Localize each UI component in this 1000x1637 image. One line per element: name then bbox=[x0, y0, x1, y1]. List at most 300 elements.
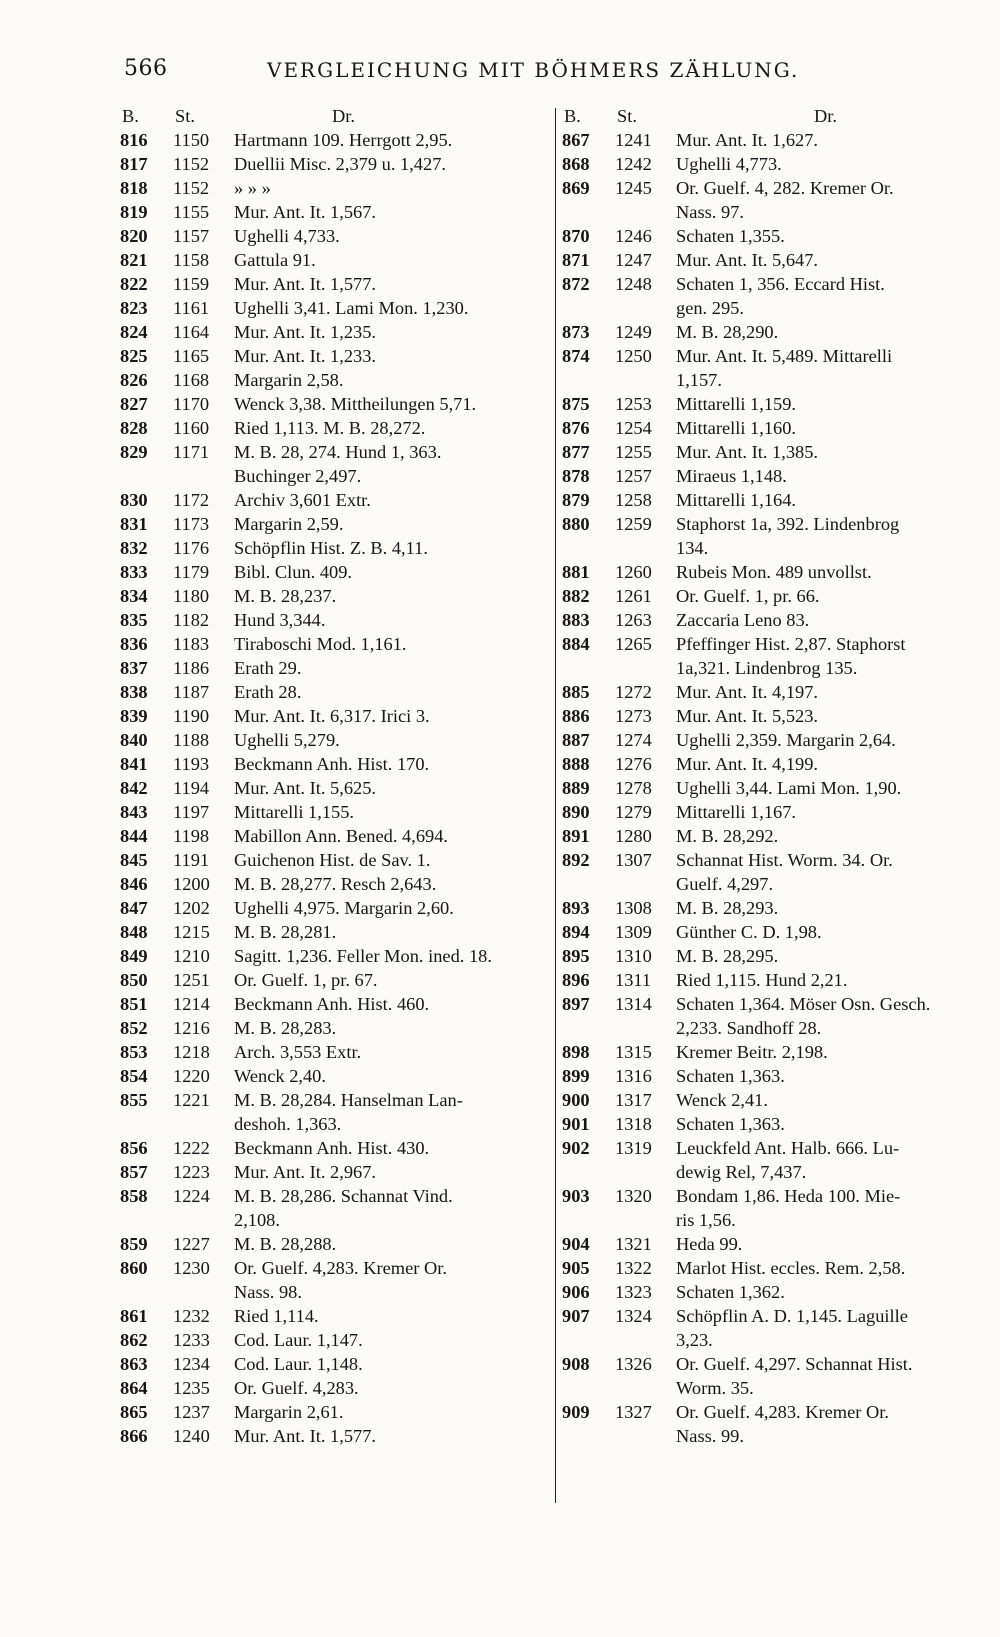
header-b: B. bbox=[564, 106, 581, 126]
table-row bbox=[562, 800, 992, 824]
print-reference: Hartmann 109. Herrgott 2,95. bbox=[234, 130, 453, 150]
table-row bbox=[562, 368, 992, 392]
table-row bbox=[562, 344, 992, 368]
print-reference: 1a,321. Lindenbrog 135. bbox=[676, 658, 858, 678]
print-reference: Marlot Hist. eccles. Rem. 2,58. bbox=[676, 1258, 906, 1278]
boehmer-number: 899 bbox=[562, 1066, 590, 1086]
table-row bbox=[562, 128, 992, 152]
boehmer-number bbox=[562, 1376, 615, 1400]
page-number: 566 bbox=[124, 56, 168, 81]
stumpf-number: 1180 bbox=[173, 586, 210, 606]
left-rows bbox=[120, 128, 555, 1448]
table-row bbox=[562, 1328, 992, 1352]
table-row bbox=[120, 896, 555, 920]
print-reference: Mur. Ant. It. 1,385. bbox=[676, 442, 819, 462]
boehmer-number: 834 bbox=[120, 586, 148, 606]
boehmer-number: 886 bbox=[562, 706, 590, 726]
boehmer-number: 883 bbox=[562, 610, 590, 630]
print-reference: ris 1,56. bbox=[676, 1210, 736, 1230]
stumpf-number: 1251 bbox=[173, 970, 210, 990]
table-row bbox=[120, 440, 555, 464]
stumpf-number: 1310 bbox=[615, 946, 652, 966]
table-row bbox=[120, 1064, 555, 1088]
table-row bbox=[120, 584, 555, 608]
boehmer-number: 896 bbox=[562, 970, 590, 990]
header-b: B. bbox=[122, 106, 139, 126]
boehmer-number: 878 bbox=[562, 466, 590, 486]
print-reference: M. B. 28,295. bbox=[676, 946, 779, 966]
print-reference: Mur. Ant. It. 4,197. bbox=[676, 682, 819, 702]
stumpf-number: 1274 bbox=[615, 730, 652, 750]
print-reference: Ughelli 3,44. Lami Mon. 1,90. bbox=[676, 778, 902, 798]
boehmer-number: 826 bbox=[120, 370, 148, 390]
stumpf-number: 1240 bbox=[173, 1426, 210, 1446]
table-row bbox=[120, 1016, 555, 1040]
boehmer-number: 842 bbox=[120, 778, 148, 798]
stumpf-number: 1158 bbox=[173, 250, 210, 270]
stumpf-number: 1170 bbox=[173, 394, 210, 414]
boehmer-number bbox=[120, 1208, 173, 1232]
boehmer-number bbox=[562, 1160, 615, 1184]
table-row bbox=[120, 248, 555, 272]
print-reference: Mur. Ant. It. 1,577. bbox=[234, 1426, 377, 1446]
stumpf-number: 1223 bbox=[173, 1162, 210, 1182]
print-reference: Schaten 1,363. bbox=[676, 1066, 785, 1086]
boehmer-number: 905 bbox=[562, 1258, 590, 1278]
table-row bbox=[120, 1328, 555, 1352]
table-row bbox=[562, 1304, 992, 1328]
print-reference: Ughelli 2,359. Margarin 2,64. bbox=[676, 730, 896, 750]
print-reference: Or. Guelf. 4,283. bbox=[234, 1378, 359, 1398]
print-reference: deshoh. 1,363. bbox=[234, 1114, 342, 1134]
boehmer-number: 840 bbox=[120, 730, 148, 750]
stumpf-number: 1311 bbox=[615, 970, 652, 990]
print-reference: Erath 28. bbox=[234, 682, 302, 702]
boehmer-number: 881 bbox=[562, 562, 590, 582]
table-row bbox=[562, 608, 992, 632]
stumpf-number: 1318 bbox=[615, 1114, 652, 1134]
table-row bbox=[120, 128, 555, 152]
print-reference: Schaten 1,363. bbox=[676, 1114, 785, 1134]
boehmer-number: 874 bbox=[562, 346, 590, 366]
stumpf-number: 1327 bbox=[615, 1402, 652, 1422]
table-row bbox=[562, 1016, 992, 1040]
print-reference: Or. Guelf. 1, pr. 67. bbox=[234, 970, 378, 990]
boehmer-number: 875 bbox=[562, 394, 590, 414]
stumpf-number bbox=[173, 1280, 234, 1304]
boehmer-number: 822 bbox=[120, 274, 148, 294]
table-row bbox=[120, 1160, 555, 1184]
table-row bbox=[120, 560, 555, 584]
table-row bbox=[562, 872, 992, 896]
stumpf-number: 1193 bbox=[173, 754, 210, 774]
boehmer-number: 903 bbox=[562, 1186, 590, 1206]
table-row bbox=[120, 776, 555, 800]
print-reference: Ried 1,114. bbox=[234, 1306, 319, 1326]
table-row bbox=[562, 176, 992, 200]
stumpf-number: 1152 bbox=[173, 154, 210, 174]
table-row bbox=[562, 440, 992, 464]
print-reference: Cod. Laur. 1,148. bbox=[234, 1354, 363, 1374]
boehmer-number: 894 bbox=[562, 922, 590, 942]
boehmer-number: 844 bbox=[120, 826, 148, 846]
print-reference: Mittarelli 1,160. bbox=[676, 418, 797, 438]
table-row bbox=[562, 1232, 992, 1256]
table-row bbox=[562, 848, 992, 872]
table-row bbox=[120, 1280, 555, 1304]
boehmer-number: 900 bbox=[562, 1090, 590, 1110]
boehmer-number bbox=[120, 464, 173, 488]
header-dr: Dr. bbox=[332, 106, 355, 126]
boehmer-number: 837 bbox=[120, 658, 148, 678]
table-row bbox=[562, 1256, 992, 1280]
stumpf-number bbox=[173, 1208, 234, 1232]
left-column bbox=[120, 104, 555, 1448]
boehmer-number: 859 bbox=[120, 1234, 148, 1254]
stumpf-number: 1155 bbox=[173, 202, 210, 222]
print-reference: Mittarelli 1,167. bbox=[676, 802, 797, 822]
table-row bbox=[120, 1088, 555, 1112]
table-row bbox=[562, 512, 992, 536]
boehmer-number: 820 bbox=[120, 226, 148, 246]
stumpf-number: 1190 bbox=[173, 706, 210, 726]
print-reference: dewig Rel, 7,437. bbox=[676, 1162, 807, 1182]
boehmer-number: 828 bbox=[120, 418, 148, 438]
boehmer-number: 870 bbox=[562, 226, 590, 246]
stumpf-number bbox=[173, 464, 234, 488]
boehmer-number: 832 bbox=[120, 538, 148, 558]
table-row bbox=[562, 824, 992, 848]
table-row bbox=[120, 272, 555, 296]
print-reference: Margarin 2,58. bbox=[234, 370, 344, 390]
boehmer-number bbox=[562, 368, 615, 392]
table-row bbox=[120, 944, 555, 968]
stumpf-number: 1323 bbox=[615, 1282, 652, 1302]
table-row bbox=[562, 392, 992, 416]
table-row bbox=[562, 1352, 992, 1376]
stumpf-number: 1245 bbox=[615, 178, 652, 198]
table-row bbox=[562, 968, 992, 992]
table-row bbox=[120, 1136, 555, 1160]
table-row bbox=[562, 1184, 992, 1208]
print-reference: Pfeffinger Hist. 2,87. Staphorst bbox=[676, 634, 906, 654]
stumpf-number: 1232 bbox=[173, 1306, 210, 1326]
print-reference: 134. bbox=[676, 538, 709, 558]
print-reference: Mur. Ant. It. 5,625. bbox=[234, 778, 377, 798]
boehmer-number: 841 bbox=[120, 754, 148, 774]
boehmer-number: 880 bbox=[562, 514, 590, 534]
boehmer-number bbox=[562, 200, 615, 224]
column-header bbox=[562, 104, 992, 128]
stumpf-number: 1161 bbox=[173, 298, 210, 318]
stumpf-number: 1307 bbox=[615, 850, 652, 870]
boehmer-number: 907 bbox=[562, 1306, 590, 1326]
print-reference: Or. Guelf. 4,297. Schannat Hist. bbox=[676, 1354, 913, 1374]
table-row bbox=[120, 992, 555, 1016]
table-row bbox=[562, 272, 992, 296]
header-dr: Dr. bbox=[814, 106, 837, 126]
table-row bbox=[120, 1256, 555, 1280]
table-row bbox=[562, 200, 992, 224]
boehmer-number bbox=[562, 1328, 615, 1352]
stumpf-number bbox=[615, 1016, 676, 1040]
print-reference: Schaten 1,355. bbox=[676, 226, 785, 246]
boehmer-number: 823 bbox=[120, 298, 148, 318]
stumpf-number: 1191 bbox=[173, 850, 210, 870]
table-row bbox=[562, 1424, 992, 1448]
print-reference: Or. Guelf. 4, 282. Kremer Or. bbox=[676, 178, 894, 198]
column-divider bbox=[555, 108, 556, 1503]
boehmer-number: 864 bbox=[120, 1378, 148, 1398]
print-reference: Zaccaria Leno 83. bbox=[676, 610, 810, 630]
boehmer-number: 871 bbox=[562, 250, 590, 270]
stumpf-number: 1160 bbox=[173, 418, 210, 438]
boehmer-number: 827 bbox=[120, 394, 148, 414]
table-row bbox=[120, 920, 555, 944]
boehmer-number: 898 bbox=[562, 1042, 590, 1062]
table-row bbox=[120, 848, 555, 872]
stumpf-number bbox=[615, 1376, 676, 1400]
print-reference: Schöpflin A. D. 1,145. Laguille bbox=[676, 1306, 908, 1326]
stumpf-number: 1230 bbox=[173, 1258, 210, 1278]
print-reference: Guelf. 4,297. bbox=[676, 874, 774, 894]
print-reference: Mur. Ant. It. 5,489. Mittarelli bbox=[676, 346, 893, 366]
boehmer-number: 831 bbox=[120, 514, 148, 534]
print-reference: M. B. 28,281. bbox=[234, 922, 337, 942]
print-reference: M. B. 28,277. Resch 2,643. bbox=[234, 874, 437, 894]
print-reference: Mur. Ant. It. 1,627. bbox=[676, 130, 819, 150]
table-row bbox=[562, 1208, 992, 1232]
table-row bbox=[120, 656, 555, 680]
boehmer-number: 818 bbox=[120, 178, 148, 198]
boehmer-number: 852 bbox=[120, 1018, 148, 1038]
stumpf-number: 1242 bbox=[615, 154, 652, 174]
boehmer-number: 897 bbox=[562, 994, 590, 1014]
stumpf-number: 1168 bbox=[173, 370, 210, 390]
print-reference: Ughelli 4,733. bbox=[234, 226, 340, 246]
print-reference: M. B. 28,292. bbox=[676, 826, 779, 846]
table-row bbox=[120, 416, 555, 440]
boehmer-number: 901 bbox=[562, 1114, 590, 1134]
stumpf-number: 1152 bbox=[173, 178, 210, 198]
stumpf-number bbox=[615, 296, 676, 320]
print-reference: Tiraboschi Mod. 1,161. bbox=[234, 634, 407, 654]
boehmer-number: 891 bbox=[562, 826, 590, 846]
boehmer-number: 856 bbox=[120, 1138, 148, 1158]
table-row bbox=[120, 1184, 555, 1208]
table-row bbox=[562, 992, 992, 1016]
stumpf-number: 1165 bbox=[173, 346, 210, 366]
boehmer-number: 869 bbox=[562, 178, 590, 198]
print-reference: Wenck 2,41. bbox=[676, 1090, 768, 1110]
boehmer-number: 860 bbox=[120, 1258, 148, 1278]
column-header bbox=[120, 104, 555, 128]
stumpf-number: 1172 bbox=[173, 490, 210, 510]
table-row bbox=[120, 512, 555, 536]
print-reference: Mur. Ant. It. 4,199. bbox=[676, 754, 819, 774]
boehmer-number: 888 bbox=[562, 754, 590, 774]
header-st: St. bbox=[175, 106, 195, 126]
stumpf-number: 1317 bbox=[615, 1090, 652, 1110]
print-reference: Ried 1,115. Hund 2,21. bbox=[676, 970, 848, 990]
boehmer-number: 863 bbox=[120, 1354, 148, 1374]
table-row bbox=[120, 968, 555, 992]
table-row bbox=[562, 1400, 992, 1424]
table-row bbox=[562, 680, 992, 704]
table-row bbox=[120, 632, 555, 656]
boehmer-number: 846 bbox=[120, 874, 148, 894]
print-reference: Ughelli 3,41. Lami Mon. 1,230. bbox=[234, 298, 469, 318]
stumpf-number: 1324 bbox=[615, 1306, 652, 1326]
print-reference: Sagitt. 1,236. Feller Mon. ined. 18. bbox=[234, 946, 492, 966]
table-row bbox=[120, 320, 555, 344]
print-reference: M. B. 28,286. Schannat Vind. bbox=[234, 1186, 453, 1206]
boehmer-number bbox=[562, 296, 615, 320]
table-row bbox=[120, 1376, 555, 1400]
boehmer-number bbox=[562, 536, 615, 560]
stumpf-number: 1316 bbox=[615, 1066, 652, 1086]
table-row bbox=[562, 152, 992, 176]
stumpf-number: 1237 bbox=[173, 1402, 210, 1422]
print-reference: Beckmann Anh. Hist. 460. bbox=[234, 994, 430, 1014]
table-row bbox=[562, 896, 992, 920]
table-row bbox=[120, 1208, 555, 1232]
print-reference: Hund 3,344. bbox=[234, 610, 326, 630]
print-reference: 3,23. bbox=[676, 1330, 713, 1350]
boehmer-number: 851 bbox=[120, 994, 148, 1014]
stumpf-number: 1216 bbox=[173, 1018, 210, 1038]
stumpf-number: 1246 bbox=[615, 226, 652, 246]
table-row bbox=[120, 1304, 555, 1328]
print-reference: Arch. 3,553 Extr. bbox=[234, 1042, 362, 1062]
boehmer-number: 890 bbox=[562, 802, 590, 822]
table-row bbox=[120, 392, 555, 416]
stumpf-number: 1198 bbox=[173, 826, 210, 846]
stumpf-number bbox=[173, 1112, 234, 1136]
boehmer-number: 835 bbox=[120, 610, 148, 630]
stumpf-number: 1254 bbox=[615, 418, 652, 438]
stumpf-number: 1276 bbox=[615, 754, 652, 774]
table-row bbox=[120, 680, 555, 704]
stumpf-number: 1159 bbox=[173, 274, 210, 294]
table-row bbox=[562, 704, 992, 728]
print-reference: Schannat Hist. Worm. 34. Or. bbox=[676, 850, 893, 870]
print-reference: Margarin 2,59. bbox=[234, 514, 344, 534]
stumpf-number: 1171 bbox=[173, 442, 210, 462]
boehmer-number: 909 bbox=[562, 1402, 590, 1422]
stumpf-number: 1255 bbox=[615, 442, 652, 462]
print-reference: Miraeus 1,148. bbox=[676, 466, 787, 486]
print-reference: Heda 99. bbox=[676, 1234, 743, 1254]
boehmer-number: 866 bbox=[120, 1426, 148, 1446]
table-row bbox=[120, 1232, 555, 1256]
print-reference: Kremer Beitr. 2,198. bbox=[676, 1042, 828, 1062]
table-row bbox=[120, 1424, 555, 1448]
print-reference: Archiv 3,601 Extr. bbox=[234, 490, 371, 510]
boehmer-number: 819 bbox=[120, 202, 148, 222]
table-row bbox=[562, 1136, 992, 1160]
right-rows bbox=[562, 128, 992, 1448]
print-reference: Staphorst 1a, 392. Lindenbrog bbox=[676, 514, 900, 534]
table-row bbox=[120, 200, 555, 224]
boehmer-number: 887 bbox=[562, 730, 590, 750]
stumpf-number: 1157 bbox=[173, 226, 210, 246]
table-row bbox=[562, 416, 992, 440]
stumpf-number: 1214 bbox=[173, 994, 210, 1014]
stumpf-number: 1265 bbox=[615, 634, 652, 654]
boehmer-number: 830 bbox=[120, 490, 148, 510]
stumpf-number: 1188 bbox=[173, 730, 210, 750]
stumpf-number: 1182 bbox=[173, 610, 210, 630]
boehmer-number: 850 bbox=[120, 970, 148, 990]
stumpf-number: 1247 bbox=[615, 250, 652, 270]
table-row bbox=[562, 584, 992, 608]
print-reference: Or. Guelf. 4,283. Kremer Or. bbox=[234, 1258, 447, 1278]
stumpf-number bbox=[615, 368, 676, 392]
stumpf-number bbox=[615, 1160, 676, 1184]
boehmer-number: 908 bbox=[562, 1354, 590, 1374]
stumpf-number: 1218 bbox=[173, 1042, 210, 1062]
boehmer-number: 879 bbox=[562, 490, 590, 510]
table-row bbox=[562, 224, 992, 248]
stumpf-number: 1227 bbox=[173, 1234, 210, 1254]
table-row bbox=[120, 1400, 555, 1424]
header-st: St. bbox=[617, 106, 637, 126]
boehmer-number bbox=[562, 1208, 615, 1232]
print-reference: M. B. 28,283. bbox=[234, 1018, 337, 1038]
boehmer-number: 858 bbox=[120, 1186, 148, 1206]
stumpf-number: 1224 bbox=[173, 1186, 210, 1206]
stumpf-number: 1260 bbox=[615, 562, 652, 582]
print-reference: Gattula 91. bbox=[234, 250, 316, 270]
stumpf-number: 1253 bbox=[615, 394, 652, 414]
boehmer-number: 816 bbox=[120, 130, 148, 150]
print-reference: Bondam 1,86. Heda 100. Mie- bbox=[676, 1186, 901, 1206]
boehmer-number: 861 bbox=[120, 1306, 148, 1326]
stumpf-number: 1319 bbox=[615, 1138, 652, 1158]
table-row bbox=[120, 824, 555, 848]
boehmer-number: 853 bbox=[120, 1042, 148, 1062]
stumpf-number: 1233 bbox=[173, 1330, 210, 1350]
table-row bbox=[120, 152, 555, 176]
print-reference: Nass. 97. bbox=[676, 202, 744, 222]
table-row bbox=[562, 1160, 992, 1184]
stumpf-number: 1280 bbox=[615, 826, 652, 846]
boehmer-number: 895 bbox=[562, 946, 590, 966]
boehmer-number: 857 bbox=[120, 1162, 148, 1182]
table-row bbox=[562, 752, 992, 776]
print-reference: Mur. Ant. It. 6,317. Irici 3. bbox=[234, 706, 430, 726]
stumpf-number: 1314 bbox=[615, 994, 652, 1014]
print-reference: Beckmann Anh. Hist. 430. bbox=[234, 1138, 430, 1158]
boehmer-number: 829 bbox=[120, 442, 148, 462]
table-row bbox=[562, 1376, 992, 1400]
stumpf-number: 1202 bbox=[173, 898, 210, 918]
boehmer-number: 906 bbox=[562, 1282, 590, 1302]
print-reference: gen. 295. bbox=[676, 298, 744, 318]
table-row bbox=[120, 728, 555, 752]
table-row bbox=[120, 752, 555, 776]
stumpf-number: 1326 bbox=[615, 1354, 652, 1374]
table-row bbox=[562, 776, 992, 800]
print-reference: Schaten 1,362. bbox=[676, 1282, 785, 1302]
boehmer-number: 889 bbox=[562, 778, 590, 798]
table-row bbox=[120, 464, 555, 488]
print-reference: 2,233. Sandhoff 28. bbox=[676, 1018, 822, 1038]
stumpf-number: 1273 bbox=[615, 706, 652, 726]
boehmer-number bbox=[562, 872, 615, 896]
print-reference: Or. Guelf. 1, pr. 66. bbox=[676, 586, 820, 606]
